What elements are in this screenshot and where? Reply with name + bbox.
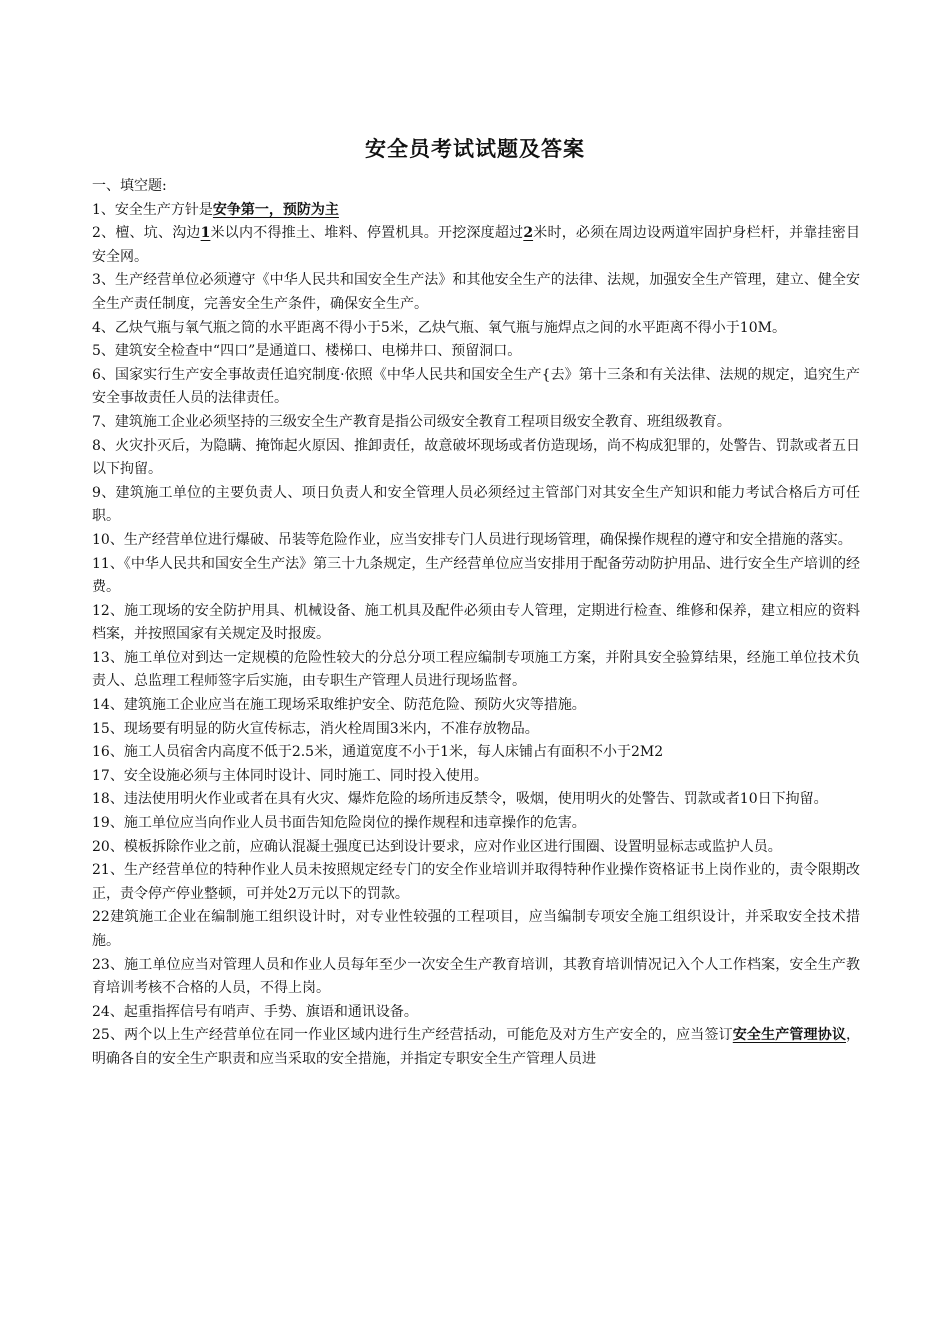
question-14: 14、建筑施工企业应当在施工现场采取维护安全、防范危险、预防火灾等措施。	[92, 697, 586, 714]
question-6: 6、国家实行生产安全事故责任追究制度·依照《中华人民共和国安全生产{去》第十三条和有关法律、法规的规定，追究生产安全事故责任人员的法律责任。	[92, 366, 860, 407]
question-22: 22建筑施工企业在编制施工组织设计时，对专业性较强的工程项目，应当编制专项安全施工组织设计，并采取安全技术措施。	[92, 909, 860, 949]
question-12: 12、施工现场的安全防护用具、机械设备、施工机具及配件必须由专人管理，定期进行检查、维修和保养，建立相应的资料档案，并按照国家有关规定及时报废。	[92, 602, 860, 643]
question-18: 18、违法使用明火作业或者在具有火灾、爆炸危险的场所违反禁令，吸烟，使用明火的处警告、罚款或者10日下拘留。	[92, 791, 828, 808]
question-2	[92, 222, 860, 269]
question-2-text-a: 2、檀、坑、沟边	[92, 225, 201, 242]
question-3: 3、生产经营单位必须遵守《中华人民共和国安全生产法》和其他安全生产的法律、法规，加强安全生产管理，建立、健全安全生产责任制度，完善安全生产条件，确保安全生产。	[92, 272, 860, 312]
question-13: 13、施工单位对到达一定规模的危险性较大的分总分项工程应编制专项施工方案，并附具安全验算结果，经施工单位技术负责人、总监理工程师签字后实施，由专职生产管理人员进行现场监督。	[92, 649, 860, 690]
question-21: 21、生产经营单位的特种作业人员未按照规定经专门的安全作业培训并取得特种作业操作资格证书上岗作业的，责令限期改正，责令停产停业整顿，可并处2万元以下的罚款。	[92, 862, 860, 902]
question-5: 5、建筑安全检查中“四口”是通道口、楼梯口、电梯井口、预留洞口。	[92, 343, 522, 360]
question-23: 23、施工单位应当对管理人员和作业人员每年至少一次安全生产教育培训，其教育培训情况记入个人工作档案，安全生产教育培训考核不合格的人员，不得上岗。	[92, 956, 860, 997]
question-8: 8、火灾扑灭后，为隐瞒、掩饰起火原因、推卸责任，故意破坏现场或者仿造现场，尚不构成犯罪的，处警告、罚款或者五日以下拘留。	[92, 437, 860, 478]
document-title: 安全员考试试题及答案	[365, 137, 585, 161]
question-1-answer: 安争第一，预防为主	[212, 201, 339, 218]
question-10: 10、生产经营单位进行爆破、吊装等危险作业，应当安排专门人员进行现场管理，确保操作规程的遵守和安全措施的落实。	[92, 531, 852, 548]
question-7: 7、建筑施工企业必须坚持的三级安全生产教育是指公司级安全教育工程项目级安全教育、班组级教育。	[92, 413, 731, 430]
question-1	[92, 199, 860, 223]
section-heading: 一、填空题:	[92, 178, 167, 194]
question-25	[92, 1024, 860, 1071]
question-25-answer: 安全生产管理协议	[732, 1027, 847, 1044]
question-9: 9、建筑施工单位的主要负责人、项日负责人和安全管理人员必须经过主管部门对其安全生产知识和能力考试合格后方可任职。	[92, 484, 860, 525]
question-25-text: 25、两个以上生产经营单位在同一作业区域内进行生产经营括动，可能危及对方生产安全的，应当签订	[92, 1027, 733, 1044]
question-16: 16、施工人员宿舍内高度不低于2.5米，通道宽度不小于1米，每人床铺占有面积不小于2M2	[92, 744, 664, 761]
question-19: 19、施工单位应当向作业人员书面告知危险岗位的操作规程和违章操作的危害。	[92, 815, 586, 832]
question-11: 11、《中华人民共和国安全生产法》第三十九条规定，生产经营单位应当安排用于配备劳动防护用品、进行安全生产培训的经费。	[92, 555, 860, 596]
question-4: 4、乙炔气瓶与氧气瓶之筒的水平距离不得小于5米，乙炔气瓶、氧气瓶与施焊点之间的水平距离不得小于10M。	[92, 319, 786, 336]
question-2-text-e: 米时，必须在周边设两道牢固护身栏杆，并靠挂密目安全网。	[92, 225, 860, 265]
question-15: 15、现场要有明显的防火宣传标志，消火栓周围3米内，不准存放物品。	[92, 720, 539, 737]
question-2-answer-1: 1	[200, 225, 211, 242]
question-20: 20、模板拆除作业之前，应确认混凝土强度已达到设计要求，应对作业区进行围圈、设置明显标志或监护人员。	[92, 838, 782, 855]
question-2-text-c: 米以内不得推土、堆料、停置机具。开挖深度超过	[210, 225, 524, 242]
document-body	[92, 175, 860, 1072]
question-25-text-after: ，明确各自的安全生产职责和应当采取的安全措施，并指定专职安全生产管理人员进	[92, 1027, 861, 1067]
question-17: 17、安全设施必须与主体同时设计、同时施工、同时投入使用。	[92, 767, 488, 784]
question-24: 24、起重指挥信号有哨声、手势、旗语和通讯设备。	[92, 1003, 418, 1020]
question-2-answer-2: 2	[523, 225, 534, 242]
question-1-text: 1、安全生产方针是	[92, 201, 213, 218]
